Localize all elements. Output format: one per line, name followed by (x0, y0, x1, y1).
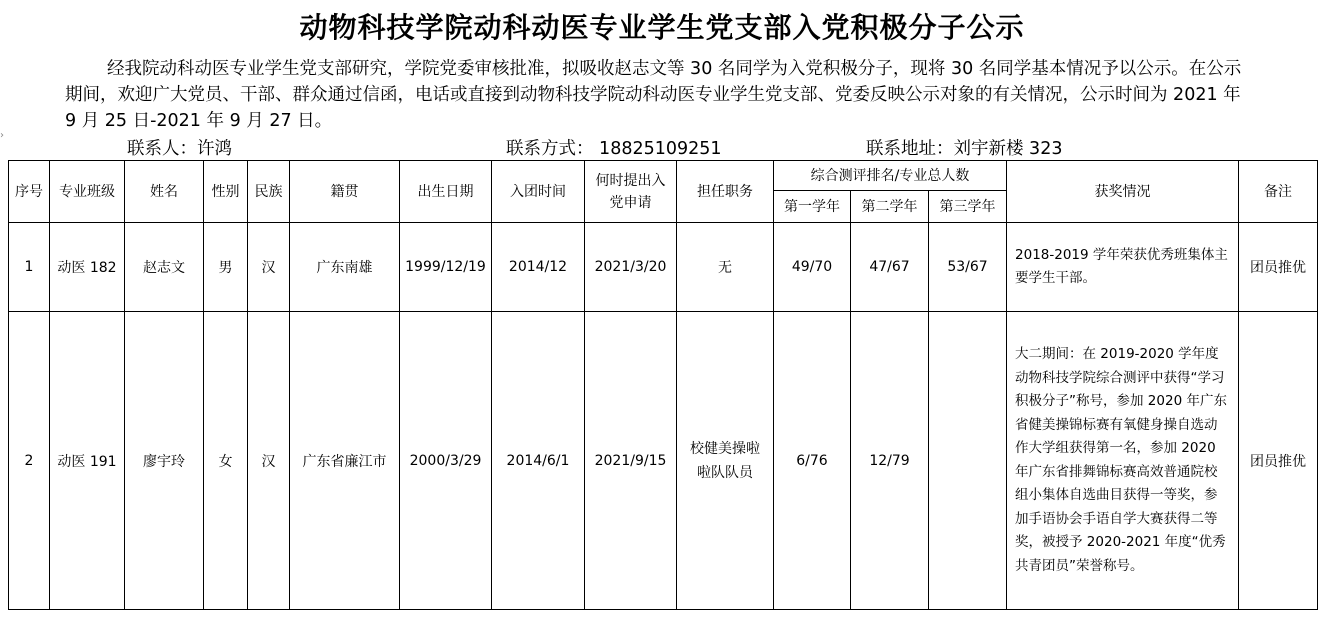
cell-seq: 2 (9, 312, 50, 610)
contact-address: 联系地址：刘宇新楼 323 (866, 139, 1063, 159)
cell-award: 2018-2019 学年荣获优秀班集体主要学生干部。 (1007, 223, 1239, 312)
header-note: 备注 (1239, 161, 1318, 223)
page-title: 动物科技学院动科动医专业学生党支部入党积极分子公示 (299, 11, 1025, 44)
header-ethnicity: 民族 (248, 161, 290, 223)
header-apply: 何时提出入党申请 (585, 161, 677, 223)
cell-apply: 2021/3/20 (585, 223, 677, 312)
cell-league: 2014/6/1 (492, 312, 585, 610)
cell-birth: 1999/12/19 (400, 223, 492, 312)
header-year1: 第一学年 (774, 191, 851, 223)
header-award: 获奖情况 (1007, 161, 1239, 223)
header-birth: 出生日期 (400, 161, 492, 223)
header-class: 专业班级 (50, 161, 125, 223)
header-name: 姓名 (125, 161, 204, 223)
cell-league: 2014/12 (492, 223, 585, 312)
cell-apply: 2021/9/15 (585, 312, 677, 610)
intro-paragraph (65, 56, 1245, 134)
cell-year3: 53/67 (929, 223, 1007, 312)
cell-origin: 广东省廉江市 (290, 312, 400, 610)
cell-class: 动医 182 (50, 223, 125, 312)
cell-note: 团员推优 (1239, 223, 1318, 312)
header-year2: 第二学年 (851, 191, 929, 223)
cell-year1: 6/76 (774, 312, 851, 610)
cell-origin: 广东南雄 (290, 223, 400, 312)
cell-duty: 校健美操啦啦队队员 (677, 312, 774, 610)
header-gender: 性别 (204, 161, 248, 223)
table-row (9, 312, 1318, 610)
cell-year2: 12/79 (851, 312, 929, 610)
header-league: 入团时间 (492, 161, 585, 223)
cell-gender: 男 (204, 223, 248, 312)
cell-ethnicity: 汉 (248, 312, 290, 610)
cell-duty: 无 (677, 223, 774, 312)
cell-seq: 1 (9, 223, 50, 312)
header-duty: 担任职务 (677, 161, 774, 223)
header-rank-group: 综合测评排名/专业总人数 (774, 161, 1007, 191)
header-seq: 序号 (9, 161, 50, 223)
cell-name: 赵志文 (125, 223, 204, 312)
contact-person: 联系人：许鸿 (127, 139, 232, 159)
header-year3: 第三学年 (929, 191, 1007, 223)
cell-gender: 女 (204, 312, 248, 610)
cell-year1: 49/70 (774, 223, 851, 312)
cell-ethnicity: 汉 (248, 223, 290, 312)
header-origin: 籍贯 (290, 161, 400, 223)
contact-phone: 联系方式： 18825109251 (506, 139, 722, 159)
cell-award: 大二期间：在 2019-2020 学年度动物科技学院综合测评中获得“学习积极分子”称号，参加 2020 年广东省健美操锦标赛有氧健身操自选动作大学组获得第一名，参加 2020 年广东省排舞锦标赛高效普通院校组小集体自选曲目获得一等奖，参加手语协会手语自学大赛获得二等奖，被授予 2020-2021 年度“优秀共青团员”荣誉称号。 (1007, 312, 1239, 610)
table-row (9, 223, 1318, 312)
cell-name: 廖宇玲 (125, 312, 204, 610)
intro-text: 经我院动科动医专业学生党支部研究，学院党委审核批准，拟吸收赵志文等 30 名同学为入党积极分子，现将 30 名同学基本情况予以公示。在公示期间，欢迎广大党员、干部、群众通过信函，电话或直接到动物科技学院动科动医专业学生党支部、党委反映公示对象的有关情况，公示时间为 2021 年 9 月 25 日-2021 年 9 月 27 日。 (65, 59, 1242, 131)
cell-note: 团员推优 (1239, 312, 1318, 610)
cell-class: 动医 191 (50, 312, 125, 610)
cell-year2: 47/67 (851, 223, 929, 312)
candidates-table (8, 160, 1318, 610)
margin-arrow-icon: › (0, 130, 4, 141)
cell-birth: 2000/3/29 (400, 312, 492, 610)
cell-year3 (929, 312, 1007, 610)
